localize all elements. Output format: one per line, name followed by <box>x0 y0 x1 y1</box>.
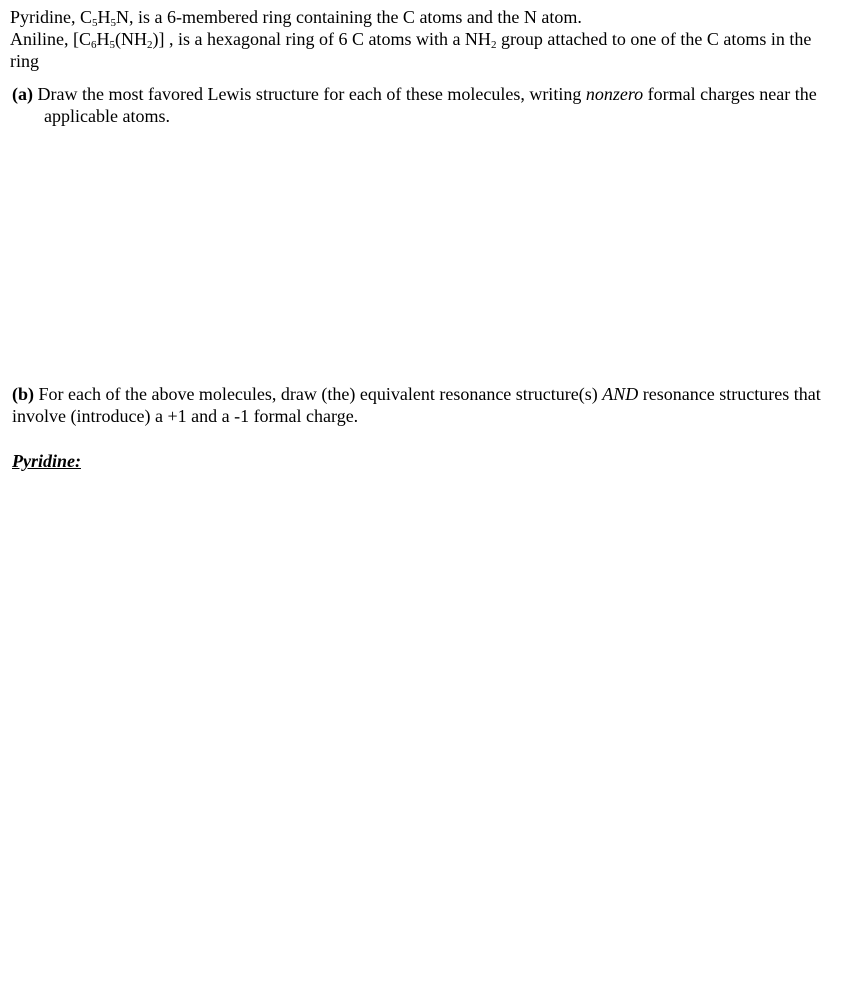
text-segment: )] , is a hexagonal ring of 6 C atoms with a NH <box>152 29 491 49</box>
subscript: 5 <box>92 17 98 29</box>
text-segment: N, is a 6-membered ring containing the C atoms and the N atom. <box>116 7 582 27</box>
question-b-text-end: resonance structures that involve (introduce) a +1 and a -1 formal charge. <box>12 384 821 426</box>
question-a <box>12 83 853 127</box>
text-segment: (NH <box>115 29 147 49</box>
subscript: 5 <box>110 17 117 29</box>
text-segment: H <box>96 29 110 49</box>
question-b-text: For each of the above molecules, draw (the) equivalent resonance structure(s) <box>34 384 603 404</box>
problem-intro <box>10 6 840 72</box>
answer-space-a[interactable] <box>10 132 840 377</box>
text-segment: Aniline, [C <box>10 29 91 49</box>
subscript: 2 <box>147 39 153 51</box>
subscript: 5 <box>109 39 115 51</box>
aniline-description <box>10 28 840 72</box>
answer-space-b[interactable] <box>10 480 840 990</box>
question-a-text-end: formal charges near the applicable atoms. <box>44 84 817 126</box>
text-segment: H <box>97 7 111 27</box>
question-a-label: (a) <box>12 84 33 104</box>
question-b-label: (b) <box>12 384 34 404</box>
question-b <box>12 383 842 427</box>
question-a-emphasis: nonzero <box>585 84 644 104</box>
text-segment: Pyridine, C <box>10 7 93 27</box>
pyridine-description <box>10 6 840 28</box>
question-b-emphasis: AND <box>602 384 639 404</box>
text-segment: group attached to one of the C atoms in the ring <box>10 29 812 71</box>
pyridine-heading: Pyridine: <box>12 451 81 471</box>
question-a-text: Draw the most favored Lewis structure for each of these molecules, writing <box>33 84 586 104</box>
subscript: 2 <box>490 39 497 51</box>
subscript: 6 <box>91 39 97 51</box>
